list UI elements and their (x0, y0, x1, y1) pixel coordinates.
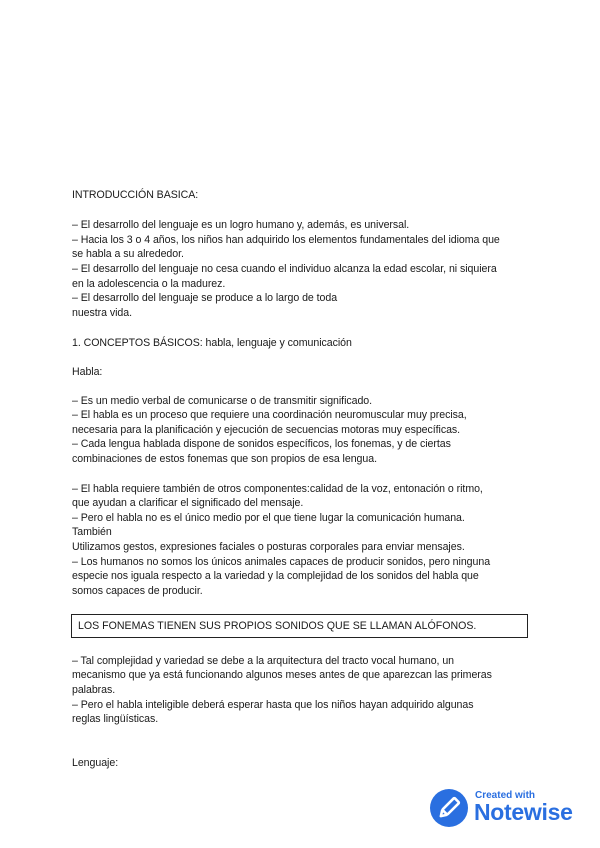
boxed-note (71, 614, 528, 638)
heading: INTRODUCCIÓN BASICA: (72, 189, 199, 201)
complexity-line: – Pero el habla inteligible deberá esperar hasta que los niños hayan adquirido algunas (72, 699, 474, 711)
habla-line: – Los humanos no somos los únicos animales capaces de producir sonidos, pero ninguna (72, 556, 491, 568)
habla-line: – Cada lengua hablada dispone de sonidos específicos, los fonemas, y de ciertas (72, 438, 451, 450)
pen-icon (430, 789, 468, 827)
intro-line: se habla a su alrededor. (72, 248, 184, 260)
habla-line: Utilizamos gestos, expresiones faciales o posturas corporales para enviar mensajes. (72, 541, 465, 553)
intro-line: nuestra vida. (72, 307, 133, 319)
brand-created-with: Created with (475, 790, 536, 801)
habla-line: También (72, 526, 112, 538)
boxed-note-text: LOS FONEMAS TIENEN SUS PROPIOS SONIDOS QUE SE LLAMAN ALÓFONOS. (78, 620, 477, 632)
brand-name: Notewise (474, 799, 573, 825)
habla-label: Habla: (72, 366, 103, 378)
intro-line: – Hacia los 3 o 4 años, los niños han adquirido los elementos fundamentales del idioma que (72, 234, 500, 246)
habla-line: – Pero el habla no es el único medio por el que tiene lugar la comunicación humana. (72, 512, 465, 524)
habla-line: combinaciones de estos fonemas que son propios de esa lengua. (72, 453, 377, 465)
section-title: 1. CONCEPTOS BÁSICOS: habla, lenguaje y comunicación (72, 337, 352, 349)
habla-line: necesaria para la planificación y ejecución de secuencias motoras muy específicas. (72, 424, 461, 436)
habla-line: que ayudan a clarificar el significado del mensaje. (72, 497, 304, 509)
complexity-line: palabras. (72, 684, 116, 696)
habla-line: especie nos iguala respecto a la variedad y la complejidad de los sonidos del habla que (72, 570, 479, 582)
habla-line: – El habla es un proceso que requiere una coordinación neuromuscular muy precisa, (72, 409, 467, 421)
habla-line: somos capaces de producir. (72, 585, 203, 597)
habla-line: – El habla requiere también de otros componentes:calidad de la voz, entonación o ritmo, (72, 483, 483, 495)
intro-line: – El desarrollo del lenguaje se produce a lo largo de toda (72, 292, 338, 304)
lenguaje-label: Lenguaje: (72, 757, 119, 769)
complexity-line: reglas lingüísticas. (72, 713, 159, 725)
intro-line: en la adolescencia o la madurez. (72, 278, 226, 290)
complexity-line: mecanismo que ya está funcionando algunos meses antes de que aparezcan las primeras (72, 669, 492, 681)
habla-line: – Es un medio verbal de comunicarse o de transmitir significado. (72, 395, 373, 407)
intro-line: – El desarrollo del lenguaje no cesa cuando el individuo alcanza la edad escolar, ni siquiera (72, 263, 497, 275)
intro-line: – El desarrollo del lenguaje es un logro humano y, además, es universal. (72, 219, 410, 231)
notewise-watermark (430, 789, 590, 831)
complexity-line: – Tal complejidad y variedad se debe a la arquitectura del tracto vocal humano, un (72, 655, 455, 667)
